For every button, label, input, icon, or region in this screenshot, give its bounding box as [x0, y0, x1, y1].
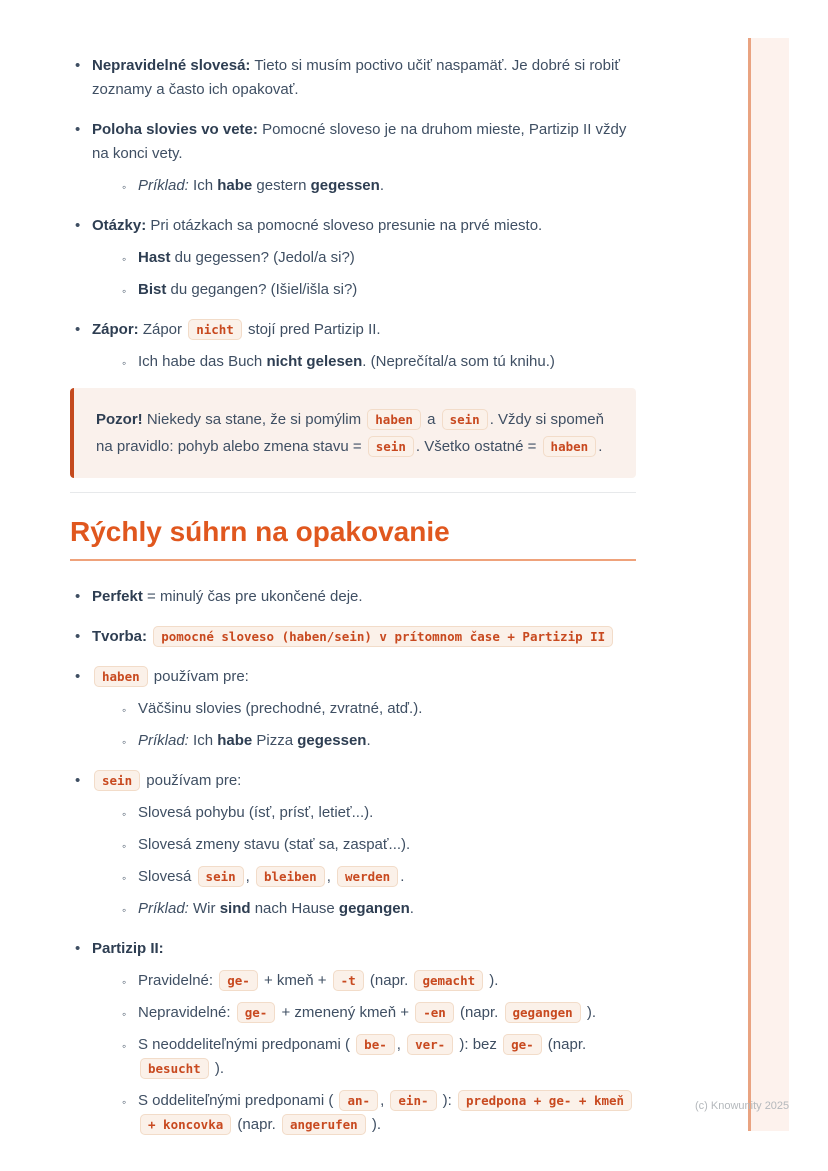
text-run: používam pre: — [149, 668, 249, 685]
circle-marker-icon: ◦ — [122, 839, 127, 853]
bold-text-run: Bist — [138, 281, 167, 298]
bold-text-run: Pozor! — [96, 411, 143, 428]
list-item — [70, 625, 636, 649]
inline-code-badge: haben — [94, 666, 148, 687]
inline-code-badge: ver- — [407, 1034, 453, 1055]
inline-code-badge: ge- — [503, 1034, 542, 1055]
text-run: ): — [438, 1092, 457, 1109]
text-run: Pravidelné: — [138, 972, 218, 989]
circle-marker-icon: ◦ — [122, 871, 127, 885]
list-item — [116, 1033, 636, 1081]
list-item — [116, 865, 636, 889]
text-run: . — [366, 732, 371, 749]
circle-marker-icon: ◦ — [122, 356, 127, 370]
inline-code-badge: -en — [415, 1002, 454, 1023]
circle-marker-icon: ◦ — [122, 252, 127, 266]
text-run: Pizza — [252, 732, 298, 749]
inline-code-badge: an- — [339, 1090, 378, 1111]
text-run: du gegangen? (Išiel/išla si?) — [166, 281, 358, 298]
bullet-marker-icon: • — [75, 668, 81, 685]
text-run: (napr. — [455, 1004, 503, 1021]
text-run: Ich — [188, 732, 218, 749]
text-run: (napr. — [233, 1116, 280, 1133]
text-run: Zápor — [138, 321, 187, 338]
inline-code-badge: predpona + ge- + kmeň + koncovka — [140, 1090, 632, 1135]
page-edge-strip — [748, 38, 789, 1131]
text-run: stojí pred Partizip II. — [243, 321, 381, 338]
text-run: ): bez — [455, 1036, 502, 1053]
list-item — [70, 937, 636, 961]
circle-marker-icon: ◦ — [122, 180, 127, 194]
inline-code-badge: gemacht — [414, 970, 483, 991]
bold-text-run: Partizip II: — [92, 940, 164, 957]
italic-text-run: Príklad: — [138, 900, 189, 917]
bold-text-run: habe — [217, 732, 253, 749]
text-run: ). — [582, 1004, 597, 1021]
text-run — [147, 628, 151, 645]
text-run: a — [422, 411, 440, 428]
list-item — [70, 214, 636, 238]
text-run: . — [409, 900, 414, 917]
text-run: . Vždy si spomeň na pravidlo: pohyb alebo zmena stavu = — [96, 411, 604, 455]
text-run: Tieto si musím poctivo učiť naspamäť. Je dobré si robiť zoznamy a často ich opakovať. — [92, 57, 620, 98]
watermark: (c) Knowunity 2025 — [695, 1100, 790, 1112]
list-item — [116, 729, 636, 753]
list-item — [116, 1089, 636, 1137]
bullet-marker-icon: • — [75, 121, 81, 138]
list-item — [116, 350, 636, 374]
inline-code-badge: haben — [367, 409, 421, 430]
list-item — [70, 318, 636, 342]
bullet-marker-icon: • — [75, 57, 81, 74]
inline-code-badge: ge- — [237, 1002, 276, 1023]
list-item — [116, 697, 636, 721]
text-run: , — [396, 1036, 406, 1053]
text-run: Slovesá zmeny stavu (stať sa, zaspať...). — [138, 836, 411, 853]
list-item — [116, 278, 636, 302]
text-run: Slovesá — [138, 868, 196, 885]
inline-code-badge: sein — [442, 409, 488, 430]
text-run: . Všetko ostatné = — [415, 438, 541, 455]
text-run: Wir — [188, 900, 220, 917]
list-item — [70, 118, 636, 166]
list-item — [116, 174, 636, 198]
circle-marker-icon: ◦ — [122, 1039, 127, 1053]
list-item — [116, 897, 636, 921]
text-run: Väčšinu slovies (prechodné, zvratné, atď.). — [138, 700, 423, 717]
list-item — [116, 833, 636, 857]
text-run: ). — [485, 972, 499, 989]
text-run: Ich — [188, 177, 218, 194]
text-run: nach Hause — [250, 900, 339, 917]
section-heading: Rýchly súhrn na opakovanie — [70, 515, 636, 561]
list-item — [116, 801, 636, 825]
inline-code-badge: werden — [337, 866, 398, 887]
bullet-marker-icon: • — [75, 772, 81, 789]
circle-marker-icon: ◦ — [122, 1007, 127, 1021]
inline-code-badge: ein- — [390, 1090, 436, 1111]
inline-code-badge: bleiben — [256, 866, 325, 887]
circle-marker-icon: ◦ — [122, 703, 127, 717]
inline-code-badge: besucht — [140, 1058, 209, 1079]
bullet-marker-icon: • — [75, 217, 81, 234]
inline-code-badge: sein — [368, 436, 414, 457]
text-run: + kmeň + — [259, 972, 331, 989]
inline-code-badge: sein — [94, 770, 140, 791]
circle-marker-icon: ◦ — [122, 903, 127, 917]
bold-text-run: Poloha slovies vo vete: — [92, 121, 258, 138]
bold-text-run: Otázky: — [92, 217, 147, 234]
bold-text-run: Hast — [138, 249, 171, 266]
circle-marker-icon: ◦ — [122, 735, 127, 749]
inline-code-badge: gegangen — [505, 1002, 581, 1023]
text-run: S oddeliteľnými predponami ( — [138, 1092, 338, 1109]
bold-text-run: Nepravidelné slovesá: — [92, 57, 251, 74]
document-content — [70, 38, 636, 1137]
list-item — [70, 665, 636, 689]
text-run: . — [400, 868, 405, 885]
inline-code-badge: ge- — [219, 970, 258, 991]
text-run: ). — [210, 1060, 225, 1077]
inline-code-badge: sein — [198, 866, 244, 887]
inline-code-badge: haben — [543, 436, 597, 457]
text-run: gestern — [252, 177, 311, 194]
text-run: , — [245, 868, 254, 885]
text-run: . — [379, 177, 384, 194]
bold-text-run: nicht gelesen — [266, 353, 363, 370]
inline-code-badge: pomocné sloveso (haben/sein) v prítomnom čase + Partizip II — [153, 626, 613, 647]
inline-code-badge: be- — [356, 1034, 395, 1055]
bold-text-run: gegessen — [310, 177, 380, 194]
inline-code-badge: -t — [333, 970, 364, 991]
list-item — [116, 969, 636, 993]
bold-text-run: sind — [219, 900, 251, 917]
list-item — [70, 769, 636, 793]
circle-marker-icon: ◦ — [122, 975, 127, 989]
text-run: = minulý čas pre ukončené deje. — [142, 588, 363, 605]
list-item — [116, 246, 636, 270]
bold-text-run: habe — [217, 177, 253, 194]
bullet-marker-icon: • — [75, 628, 81, 645]
circle-marker-icon: ◦ — [122, 284, 127, 298]
bold-text-run: Zápor: — [92, 321, 139, 338]
text-run: . (Neprečítal/a som tú knihu.) — [362, 353, 555, 370]
text-run: Ich habe das Buch — [138, 353, 267, 370]
inline-code-badge: nicht — [188, 319, 242, 340]
bold-text-run: Perfekt — [92, 588, 143, 605]
bold-text-run: gegangen — [338, 900, 410, 917]
bold-text-run: Tvorba: — [92, 628, 148, 645]
callout-box — [70, 388, 636, 478]
text-run: , — [326, 868, 336, 885]
section-divider — [70, 492, 636, 493]
circle-marker-icon: ◦ — [122, 807, 127, 821]
text-run: du gegessen? (Jedol/a si?) — [170, 249, 355, 266]
bullet-marker-icon: • — [75, 940, 81, 957]
text-run: Pri otázkach sa pomocné sloveso presunie na prvé miesto. — [146, 217, 543, 234]
list-item — [70, 585, 636, 609]
circle-marker-icon: ◦ — [122, 1095, 127, 1109]
inline-code-badge: angerufen — [282, 1114, 366, 1135]
text-run: používam pre: — [142, 772, 242, 789]
text-run: ). — [367, 1116, 382, 1133]
bullet-marker-icon: • — [75, 588, 81, 605]
bullet-marker-icon: • — [75, 321, 81, 338]
bold-text-run: gegessen — [297, 732, 367, 749]
text-run: Pomocné sloveso je na druhom mieste, Partizip II vždy na konci vety. — [92, 121, 627, 162]
text-run: . — [598, 438, 603, 455]
text-run: , — [380, 1092, 389, 1109]
text-run: + zmenený kmeň + — [277, 1004, 414, 1021]
text-run: S neoddeliteľnými predponami ( — [138, 1036, 355, 1053]
list-item — [70, 54, 636, 102]
italic-text-run: Príklad: — [138, 177, 189, 194]
text-run: Nepravidelné: — [138, 1004, 235, 1021]
text-run: Slovesá pohybu (ísť, prísť, letieť...). — [138, 804, 374, 821]
text-run: Niekedy sa stane, že si pomýlim — [142, 411, 366, 428]
italic-text-run: Príklad: — [138, 732, 189, 749]
text-run: (napr. — [543, 1036, 587, 1053]
text-run: (napr. — [365, 972, 413, 989]
list-item — [116, 1001, 636, 1025]
